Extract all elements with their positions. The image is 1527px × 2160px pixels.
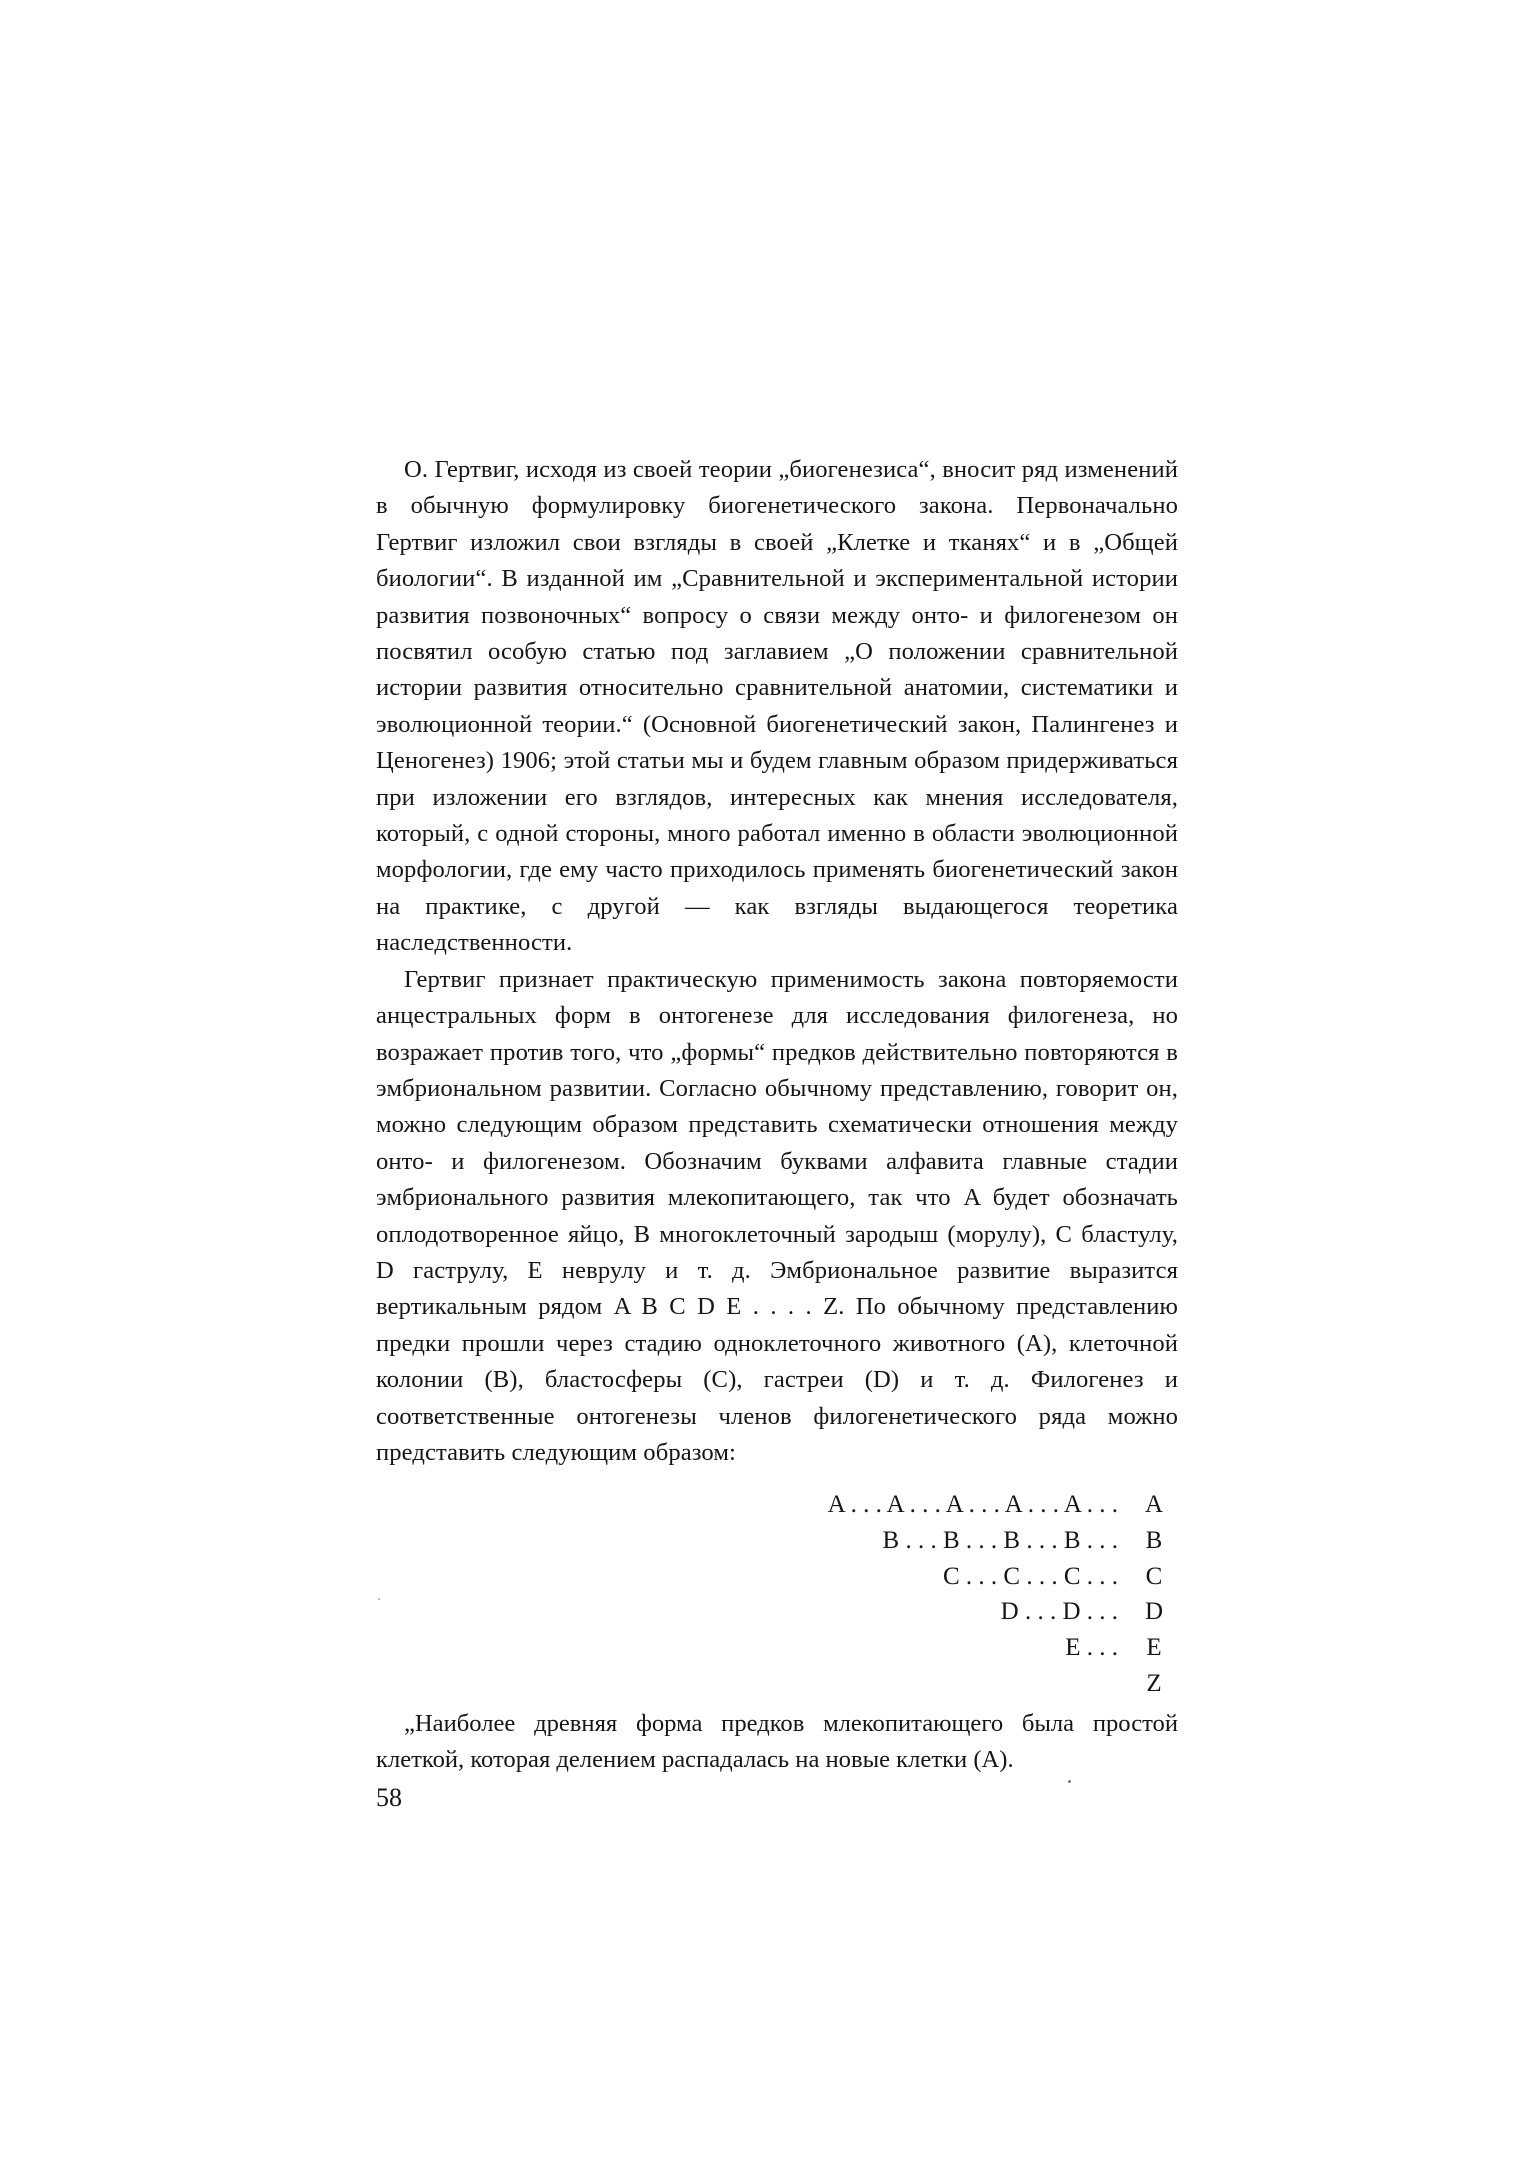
scheme-final-letter: A bbox=[1144, 1491, 1164, 1518]
paragraph-2: Гертвиг признает практическую применимость закона повторяемости анцестральных форм в онтогенезе для исследования филогенеза, но возражает против того, что „формы“ предков действительно повторяются в эмбриональном развитии. Согласно обычному представлению, говорит он, можно следующим образом представить схематически отношения между онто- и филогенезом. Обозначим буквами алфавита главные стадии эмбрионального развития млекопитающего, так что A будет обозначать оплодотворенное яйцо, B многоклеточный зародыш (морулу), C бластулу, D гаструлу, E неврулу и т. д. Эмбриональное развитие выразится вертикальным рядом A B C D E . . . . Z. По обычному представлению предки прошли через стадию одноклеточного животного (A), клеточной колонии (B), бластосферы (C), гастреи (D) и т. д. Филогенез и соответственные онтогенезы членов филогенетического ряда можно представить следующим образом: bbox=[376, 965, 1178, 1466]
quote-paragraph: „Наиболее древняя форма предков млекопитающего была простой клеткой, которая делением распадалась на новые клетки (A). bbox=[376, 1710, 1178, 1774]
scheme-row-b bbox=[376, 1523, 1178, 1559]
scheme-sequence: C . . . C . . . C . . . bbox=[942, 1562, 1118, 1590]
scheme-sequence: B . . . B . . . B . . . B . . . bbox=[882, 1526, 1118, 1554]
paragraph-1: О. Гертвиг, исходя из своей теории „биогенезиса“, вносит ряд изменений в обычную формулировку биогенетического закона. Первоначально Гертвиг изложил свои взгляды в своей „Клетке и тканях“ и в „Общей биологии“. В изданной им „Сравнительной и экспериментальной истории развития позвоночных“ вопросу о связи между онто- и филогенезом он посвятил особую статью под заглавием „О положении сравнительной истории развития относительно сравнительной анатомии, систематики и эволюционной теории.“ (Основной биогенетический закон, Палингенез и Ценогенез) 1906; этой статьи мы и будем главным образом придерживаться при изложении его взглядов, интересных как мнения исследователя, который, с одной стороны, много работал именно в области эволюционной морфологии, где ему часто приходилось применять биогенетический закон на практике, с другой — как взгляды выдающегося теоретика наследственности. bbox=[376, 456, 1178, 957]
scheme-final-letter: B bbox=[1145, 1526, 1163, 1554]
print-speck bbox=[378, 1598, 380, 1600]
print-speck bbox=[1068, 1780, 1071, 1783]
page-number: 58 bbox=[376, 1783, 402, 1812]
scheme-final-letter: D bbox=[1144, 1598, 1164, 1626]
scheme-row-z bbox=[376, 1666, 1178, 1702]
scheme-row-e bbox=[376, 1630, 1178, 1666]
scheme-final-letter: E bbox=[1146, 1634, 1162, 1662]
scheme-row-d bbox=[376, 1594, 1178, 1630]
scheme-final-letter: Z bbox=[1146, 1669, 1162, 1697]
main-text bbox=[376, 452, 1178, 1471]
scheme-row-a bbox=[376, 1487, 1178, 1523]
scheme-sequence: D . . . D . . . bbox=[1000, 1598, 1118, 1626]
scheme-final-letter: C bbox=[1145, 1562, 1163, 1590]
scheme-row-c bbox=[376, 1559, 1178, 1595]
scheme-sequence: E . . . bbox=[1065, 1634, 1118, 1662]
quote-text bbox=[376, 1706, 1178, 1779]
phylogeny-scheme bbox=[376, 1487, 1178, 1702]
scheme-sequence: A . . . A . . . A . . . A . . . A . . . bbox=[827, 1491, 1118, 1518]
